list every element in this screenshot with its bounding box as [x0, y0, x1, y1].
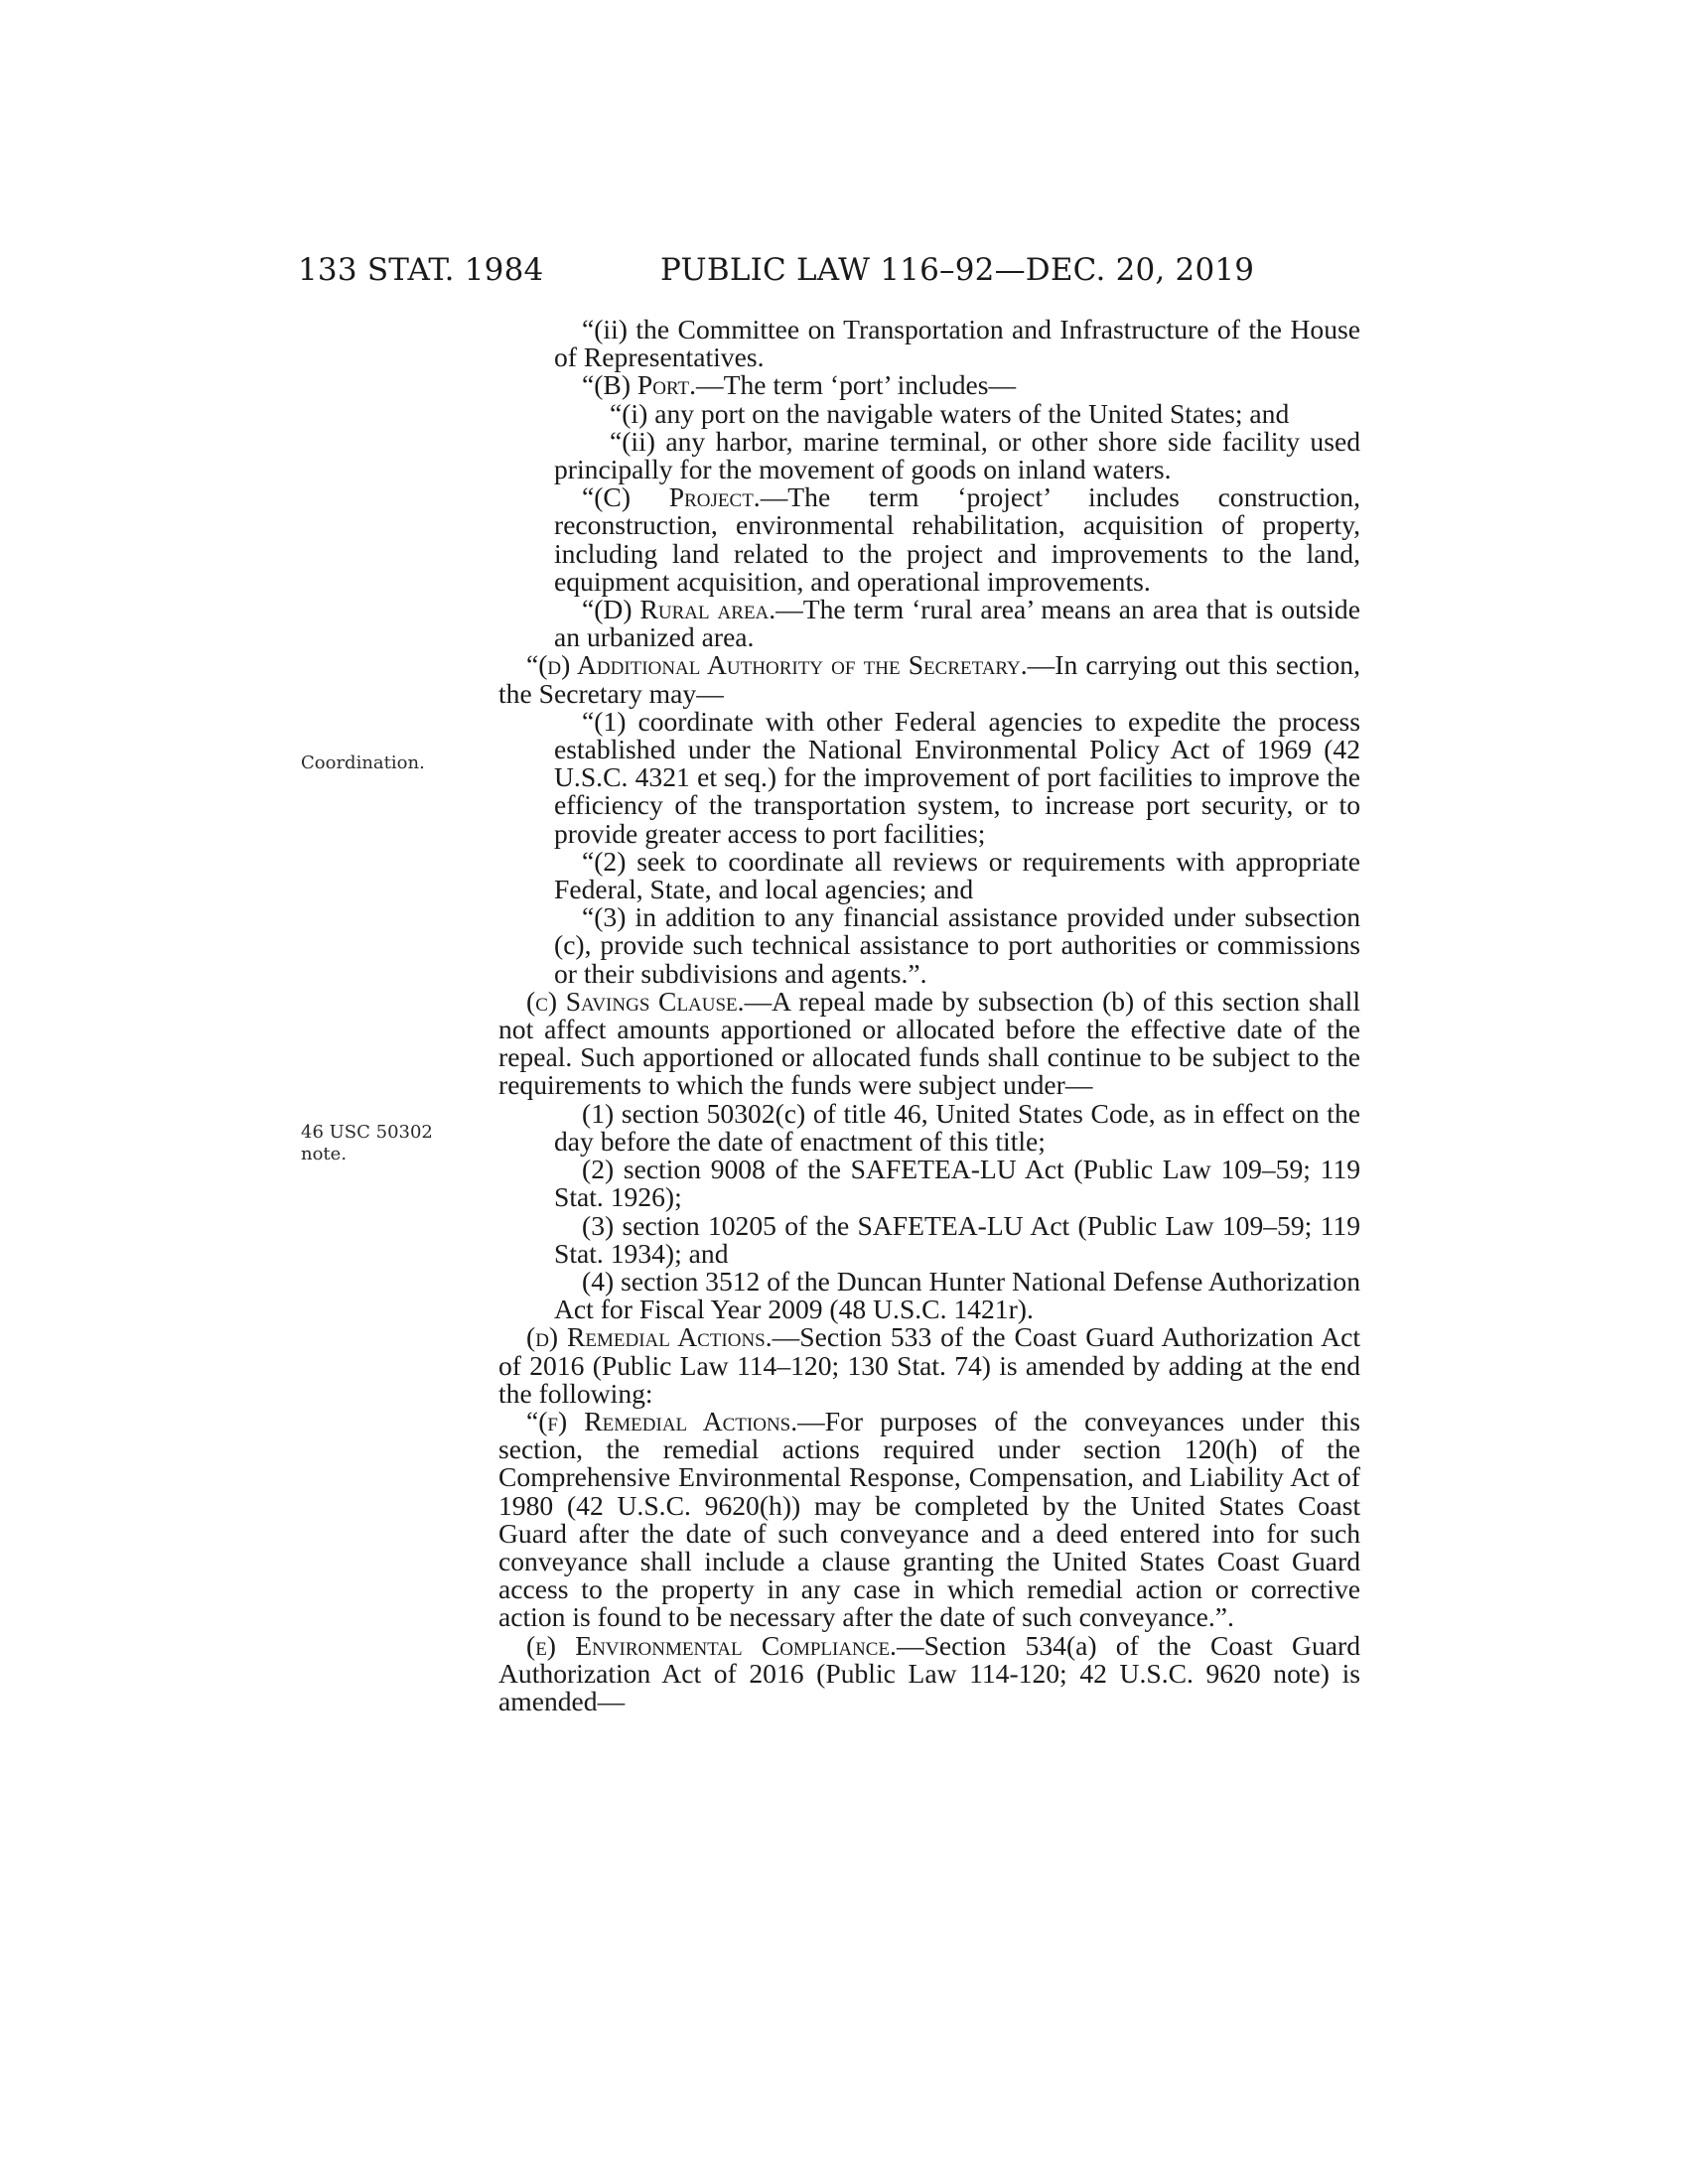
savings-clause-text: —A repeal made by subsection (b) of this section shall not affect amounts apportioned or allocated before the effective date of the repeal. Such apportioned or allocated funds shall continue to be subject to the requirements to which the funds were subject under— [498, 985, 1360, 1101]
paragraph-committee-transportation: “(ii) the Committee on Transportation and Infrastructure of the House of Representatives. [554, 314, 1360, 373]
additional-authority-heading: “(d) Additional Authority of the Secretary. [526, 649, 1028, 681]
environmental-compliance-text: —Section 534(a) of the Coast Guard Authorization Act of 2016 (Public Law 114-120; 42 U.S.C. 9620 note) is amended— [498, 1629, 1360, 1716]
additional-authority-text: —In carrying out this section, the Secretary may— [498, 649, 1360, 709]
paragraph-rural-area-definition [498, 596, 1360, 651]
paragraph-port-i: “(i) any port on the navigable waters of the United States; and [610, 397, 1290, 429]
term-project-text: —The term ‘project’ includes construction, reconstruction, environmental rehabilitation, acquisition of property, including land related to the project and improvements to the land, equipment acquisition, and operational improvements. [554, 481, 1360, 597]
margin-note-usc: 46 USC 50302 note. [301, 1122, 433, 1164]
term-rural-area-text: —The term ‘rural area’ means an area that is outside an urbanized area. [554, 594, 1360, 653]
paragraph-port-definition [498, 371, 1360, 399]
term-port-heading: “(B) Port. [582, 369, 697, 401]
term-project-heading: “(C) Project. [582, 481, 761, 513]
paragraph-remedial-actions-f [498, 1405, 1360, 1633]
remedial-actions-heading: (d) Remedial Actions. [526, 1321, 773, 1353]
remedial-actions-f-text: —For purposes of the conveyances under this section, the remedial actions required under section 120(h) of the Comprehensive Environmental Response, Compensation, and Liability Act of 1980 (42 U.S.C. 9620(h)) may be completed by the United States Coast Guard after the date of such conveyance and a deed entered into for such conveyance shall include a clause granting the United States Coast Guard access to the property in any case in which remedial action or corrective action is found to be necessary after the date of such conveyance.”. [498, 1405, 1360, 1633]
term-rural-area-heading: “(D) Rural area. [582, 594, 776, 625]
paragraph-savings-clause [498, 985, 1360, 1101]
paragraph-port-ii: “(ii) any harbor, marine terminal, or other shore side facility used principally for the movement of goods on inland waters. [554, 425, 1360, 485]
paragraph-savings-3: (3) section 10205 of the SAFETEA-LU Act (Public Law 109–59; 119 Stat. 1934); and [554, 1209, 1360, 1269]
paragraph-remedial-actions [498, 1323, 1360, 1408]
paragraph-authority-3: “(3) in addition to any financial assistance provided under subsection (c), provide such technical assistance to port authorities or commissions or their subdivisions and agents.”. [554, 901, 1360, 989]
paragraph-savings-2: (2) section 9008 of the SAFETEA-LU Act (Public Law 109–59; 119 Stat. 1926); [554, 1154, 1360, 1213]
statute-reference: 133 STAT. 1984 [298, 252, 544, 288]
paragraph-project-definition [498, 483, 1360, 596]
paragraph-authority-2: “(2) seek to coordinate all reviews or requirements with appropriate Federal, State, and local agencies; and [554, 845, 1360, 905]
document-body [498, 316, 1360, 1715]
term-port-text: —The term ‘port’ includes— [696, 369, 1017, 401]
paragraph-additional-authority [498, 651, 1360, 707]
paragraph-environmental-compliance [498, 1629, 1360, 1716]
savings-clause-heading: (c) Savings Clause. [526, 985, 745, 1017]
paragraph-savings-4: (4) section 3512 of the Duncan Hunter National Defense Authorization Act for Fiscal Year 2009 (48 U.S.C. 1421r). [554, 1265, 1360, 1325]
paragraph-authority-1: “(1) coordinate with other Federal agencies to expedite the process established under the National Environmental Policy Act of 1969 (42 U.S.C. 4321 et seq.) for the improvement of port facilities to improve the efficiency of the transportation system, to increase port security, or to provide greater access to port facilities; [554, 705, 1360, 849]
margin-note-coordination: Coordination. [301, 752, 425, 773]
paragraph-savings-1: (1) section 50302(c) of title 46, United States Code, as in effect on the day before the date of enactment of this title; [554, 1097, 1360, 1157]
law-title: PUBLIC LAW 116–92—DEC. 20, 2019 [660, 252, 1255, 288]
remedial-actions-text: —Section 533 of the Coast Guard Authorization Act of 2016 (Public Law 114–120; 130 Stat. 74) is amended by adding at the end the following: [498, 1321, 1361, 1409]
environmental-compliance-heading: (e) Environmental Compliance. [526, 1629, 897, 1661]
remedial-actions-f-heading: “(f) Remedial Actions. [526, 1405, 798, 1436]
